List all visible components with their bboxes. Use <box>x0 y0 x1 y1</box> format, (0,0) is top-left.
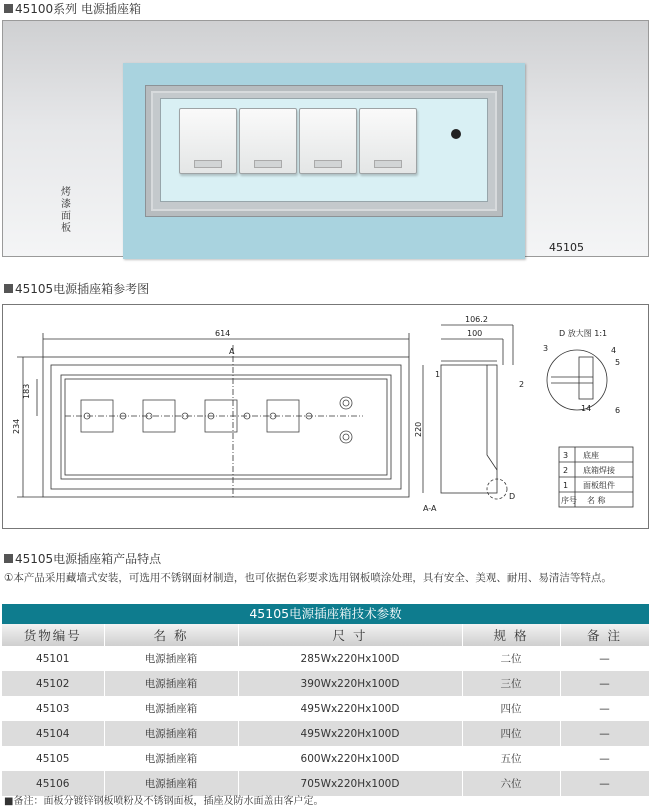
photo-caption: 烤漆面板 <box>61 187 71 234</box>
section-label: A-A <box>423 504 437 513</box>
section-title-features <box>4 550 161 567</box>
cell-name: 电源插座箱 <box>104 746 238 771</box>
cell-spec: 五位 <box>462 746 560 771</box>
cell-code: 45103 <box>2 696 104 721</box>
cell-name: 电源插座箱 <box>104 671 238 696</box>
socket-cover <box>299 108 357 174</box>
socket-recess <box>160 98 488 202</box>
table-header-row <box>2 624 649 646</box>
dim-height-total: 234 <box>12 418 21 434</box>
detail-callout: 6 <box>615 406 621 415</box>
detail-callout: 5 <box>615 358 621 367</box>
cell-code: 45106 <box>2 771 104 796</box>
dim-side-inner: 100 <box>467 329 483 338</box>
callout-1: 1 <box>435 370 441 379</box>
section-title-drawing <box>4 280 149 297</box>
cell-code: 45105 <box>2 746 104 771</box>
parts-no: 2 <box>563 466 569 475</box>
cell-size: 495Wx220Hx100D <box>238 721 462 746</box>
side-view-outline <box>441 365 497 493</box>
ground-knob <box>451 129 461 139</box>
cell-code: 45101 <box>2 646 104 671</box>
table-row <box>2 671 649 696</box>
spec-table <box>2 604 649 796</box>
cell-spec: 四位 <box>462 696 560 721</box>
panel-frame <box>145 85 503 217</box>
col-header-note: 备 注 <box>560 624 649 646</box>
section-title-text: 45105电源插座箱参考图 <box>15 282 150 296</box>
square-bullet-icon <box>4 4 13 13</box>
parts-name: 面板组件 <box>583 481 615 490</box>
col-header-spec: 规 格 <box>462 624 560 646</box>
dim-side-total: 106.2 <box>465 315 488 324</box>
cell-name: 电源插座箱 <box>104 771 238 796</box>
callout-2: 2 <box>519 380 525 389</box>
detail-dim: 14 <box>581 404 592 413</box>
cell-name: 电源插座箱 <box>104 721 238 746</box>
section-title-text: 45100系列 电源插座箱 <box>15 2 141 16</box>
spec-table-title: 45105电源插座箱技术参数 <box>2 604 649 624</box>
square-bullet-icon <box>4 284 13 293</box>
table-row <box>2 746 649 771</box>
cell-spec: 六位 <box>462 771 560 796</box>
cell-note: — <box>560 721 649 746</box>
section-mark: A <box>229 347 235 356</box>
cell-note: — <box>560 671 649 696</box>
cell-size: 285Wx220Hx100D <box>238 646 462 671</box>
detail-callout: 4 <box>611 346 617 355</box>
table-row <box>2 646 649 671</box>
parts-no: 1 <box>563 481 569 490</box>
cell-size: 600Wx220Hx100D <box>238 746 462 771</box>
parts-no: 3 <box>563 451 569 460</box>
socket-cover <box>179 108 237 174</box>
front-view-outline <box>43 357 409 497</box>
col-header-name: 名 称 <box>104 624 238 646</box>
dim-side-height: 220 <box>414 421 423 437</box>
model-label: 45105 <box>549 241 584 254</box>
cell-size: 390Wx220Hx100D <box>238 671 462 696</box>
parts-no: 序号 <box>561 496 577 505</box>
cell-note: — <box>560 746 649 771</box>
dim-height-inner: 183 <box>22 383 31 399</box>
painted-panel <box>123 63 525 259</box>
product-photo <box>2 20 649 257</box>
table-row <box>2 696 649 721</box>
cell-note: — <box>560 771 649 796</box>
footnote: ■备注：面板分镀锌钢板喷粉及不锈钢面板，插座及防水面盖由客户定。 <box>4 796 324 807</box>
section-title-text: 45105电源插座箱产品特点 <box>15 552 162 566</box>
section-title-series <box>4 0 141 17</box>
parts-name: 底箱焊接 <box>583 466 615 475</box>
cell-size: 495Wx220Hx100D <box>238 696 462 721</box>
dim-width: 614 <box>215 329 231 338</box>
socket-cover <box>239 108 297 174</box>
cell-note: — <box>560 646 649 671</box>
feature-description: ①本产品采用藏墙式安装，可选用不锈钢面材制造，也可依据色彩要求选用钢板喷涂处理，具有安全、美观、耐用、易清洁等特点。 <box>4 572 612 584</box>
cell-name: 电源插座箱 <box>104 696 238 721</box>
spec-table-grid <box>2 624 650 796</box>
square-bullet-icon <box>4 554 13 563</box>
socket-cover <box>359 108 417 174</box>
col-header-code: 货物编号 <box>2 624 104 646</box>
detail-mark: D <box>509 492 516 501</box>
cell-code: 45104 <box>2 721 104 746</box>
table-row <box>2 721 649 746</box>
reference-drawing <box>2 304 649 529</box>
detail-title: D 放大图 1:1 <box>559 329 608 338</box>
drawing-svg <box>3 305 650 530</box>
parts-name: 名 称 <box>587 496 606 505</box>
cell-size: 705Wx220Hx100D <box>238 771 462 796</box>
cell-spec: 三位 <box>462 671 560 696</box>
cell-note: — <box>560 696 649 721</box>
cell-code: 45102 <box>2 671 104 696</box>
detail-callout: 3 <box>543 344 549 353</box>
cell-name: 电源插座箱 <box>104 646 238 671</box>
cell-spec: 二位 <box>462 646 560 671</box>
col-header-size: 尺 寸 <box>238 624 462 646</box>
cell-spec: 四位 <box>462 721 560 746</box>
parts-name: 底座 <box>583 451 599 460</box>
